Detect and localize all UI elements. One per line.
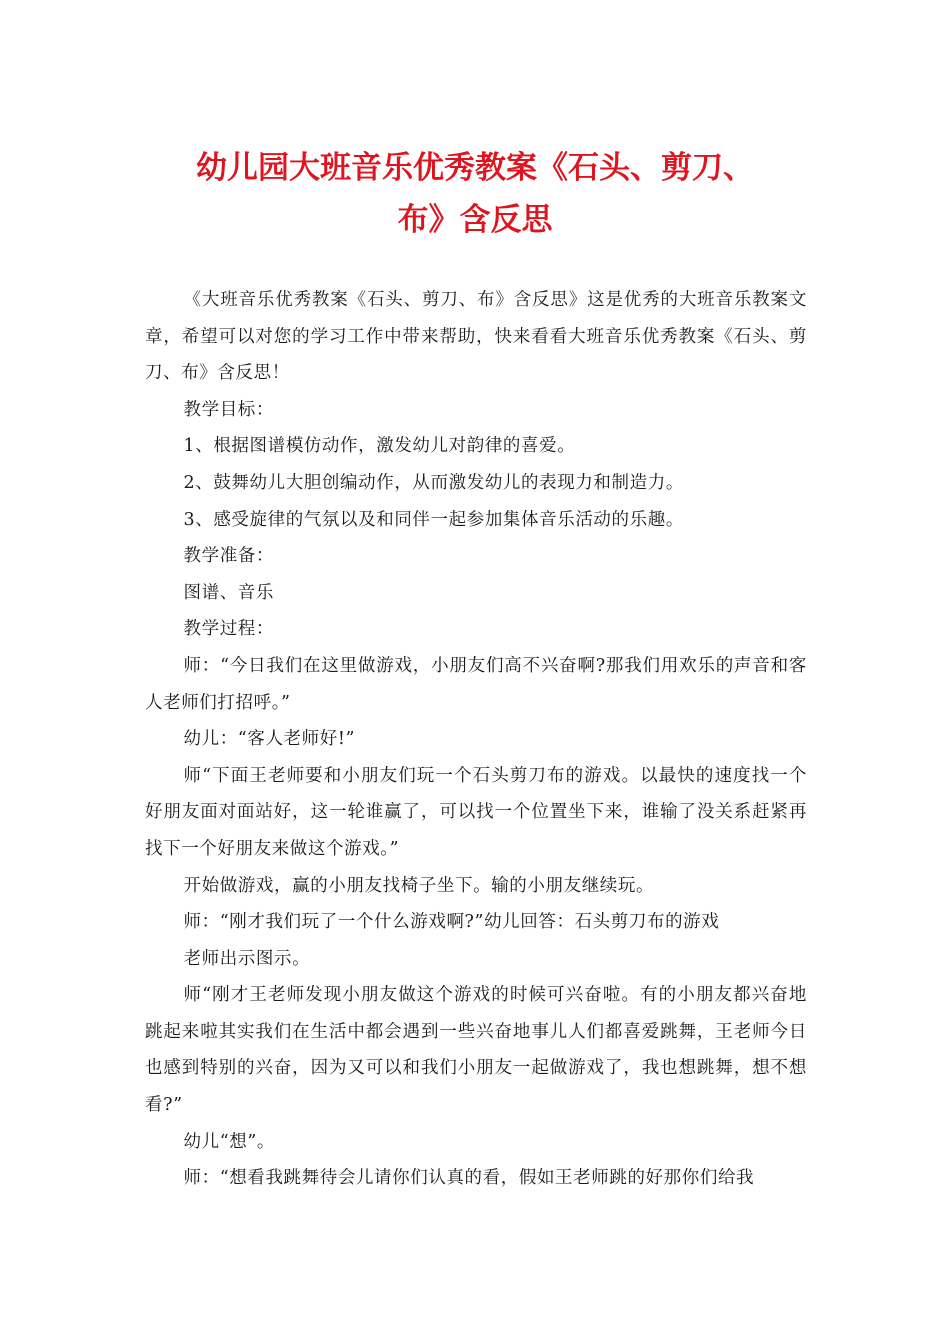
paragraph-prep-heading: 教学准备： — [183, 546, 274, 567]
paragraph-children-want: 幼儿“想”。 — [183, 1131, 275, 1152]
paragraph-goal-1: 1、根据图谱模仿动作，激发幼儿对韵律的喜爱。 — [183, 436, 576, 457]
paragraph-teacher-question: 师：“刚才我们玩了一个什么游戏啊?”幼儿回答：石头剪刀布的游戏 — [183, 912, 720, 933]
paragraph-teacher-dance: 师“刚才王老师发现小朋友做这个游戏的时候可兴奋啦。有的小朋友都兴奋地跳起来啦其实我们在生活中都会遇到一些兴奋地事儿人们都喜爱跳舞，王老师今日也感到特别的兴奋，因为又可以和我们小朋友一起做游戏了，我也想跳舞，想不想看?” — [145, 985, 807, 1116]
paragraph-goals-heading: 教学目标： — [183, 399, 274, 420]
document-body — [145, 282, 807, 1197]
paragraph-play-game: 开始做游戏，赢的小朋友找椅子坐下。输的小朋友继续玩。 — [183, 875, 655, 896]
paragraph-process-heading: 教学过程： — [183, 619, 274, 640]
paragraph-goal-3: 3、感受旋律的气氛以及和同伴一起参加集体音乐活动的乐趣。 — [183, 509, 684, 530]
paragraph-children-reply: 幼儿：“客人老师好!” — [183, 729, 356, 750]
paragraph-goal-2: 2、鼓舞幼儿大胆创编动作，从而激发幼儿的表现力和制造力。 — [183, 472, 684, 493]
paragraph-teacher-greeting: 师：“今日我们在这里做游戏，小朋友们高不兴奋啊?那我们用欢乐的声音和客人老师们打招呼。” — [145, 655, 807, 713]
paragraph-intro: 《大班音乐优秀教案《石头、剪刀、布》含反思》这是优秀的大班音乐教案文章，希望可以对您的学习工作中带来帮助，快来看看大班音乐优秀教案《石头、剪刀、布》含反思！ — [145, 290, 807, 384]
paragraph-prep-items: 图谱、音乐 — [183, 582, 274, 603]
paragraph-teacher-watch: 师：“想看我跳舞待会儿请你们认真的看，假如王老师跳的好那你们给我 — [183, 1168, 755, 1189]
title-line-1: 幼儿园大班音乐优秀教案《石头、剪刀、 — [196, 150, 754, 186]
document-title — [150, 142, 800, 246]
title-line-2: 布》含反思 — [397, 202, 553, 238]
paragraph-game-rules: 师“下面王老师要和小朋友们玩一个石头剪刀布的游戏。以最快的速度找一个好朋友面对面站好，这一轮谁赢了，可以找一个位置坐下来，谁输了没关系赶紧再找下一个好朋友来做这个游戏。” — [145, 765, 807, 859]
paragraph-show-chart: 老师出示图示。 — [183, 948, 311, 969]
